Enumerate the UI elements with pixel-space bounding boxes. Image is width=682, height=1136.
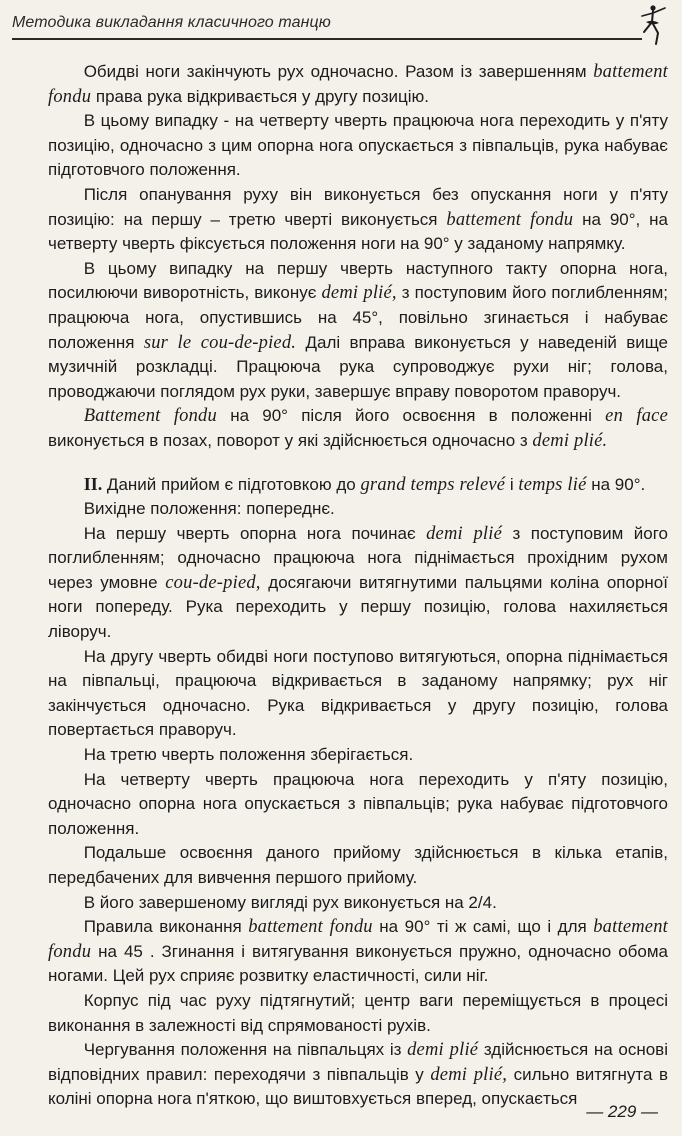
body-text: В його завершеному вигляді рух виконується на 2/4. (83, 892, 497, 912)
body-text: і (505, 474, 519, 494)
body-text: Корпус під час руху підтягнутий; центр ваги переміщується в процесі виконання в залежності від спрямованості рухів. (48, 990, 668, 1035)
body-text: з поступовим його поглибленням; працююча нога, опустившись на 45°, повільно згинається і набуває положення (48, 283, 669, 352)
term-text: battement fondu (446, 209, 574, 230)
body-text: На четверту чверть працююча нога переходить у п'яту позицію, одночасно опорна нога опускається з півпальців; рука набуває підготовчого положення. (48, 769, 668, 838)
page-header (0, 0, 682, 46)
body-text: На першу чверть опорна нога починає (83, 523, 427, 543)
page-body (48, 60, 668, 1112)
paragraph-p15 (48, 989, 668, 1038)
body-text: Після опанування руху він виконується без опускання ноги у п'яту позицію: на першу – третю чверті виконується (48, 184, 668, 229)
page-number: — 229 — (586, 1102, 658, 1121)
section-numeral: II. (83, 473, 103, 494)
body-text: на 45 . Згинання і витягування виконується пружно, одночасно обома ногами. Цей рух сприяє розвитку еластичності, сили ніг. (48, 941, 668, 986)
term-text: cou-de-pied, (165, 572, 261, 593)
body-text: на 90°, на четверту чверть фіксується положення ноги на 90° у заданому напрямку. (48, 209, 668, 254)
body-text: на 90° після його освоєння в положенні (216, 406, 606, 426)
body-text: права рука відкривається у другу позицію. (91, 86, 429, 106)
body-text: на 90° ті ж самі, що і для (372, 917, 594, 937)
body-text: на 90°. (586, 474, 646, 494)
term-text: battement fondu (248, 917, 373, 938)
paragraph-p1 (48, 60, 668, 109)
paragraph-p5 (48, 404, 668, 453)
body-text: Чергування положення на півпальцях із (83, 1040, 408, 1060)
ballerina-icon (634, 2, 668, 46)
body-text: виконується в позах, поворот у які здійснюється одночасно з (48, 430, 533, 450)
running-head-title: Методика викладання класичного танцю (12, 14, 331, 31)
term-text: demi plié, (321, 283, 397, 304)
paragraph-p6 (48, 472, 668, 498)
term-text: temps lié (518, 474, 587, 495)
term-text: demi plié, (430, 1064, 508, 1085)
body-text: В цьому випадку на першу чверть наступного такту опорна нога, посилюючи виворотність, виконує (48, 258, 668, 303)
body-text: Правила виконання (83, 917, 249, 937)
header-rule (12, 38, 642, 40)
paragraph-p12 (48, 841, 668, 890)
term-text: sur le cou-de-pied. (143, 332, 297, 353)
term-text: battement fondu (48, 62, 668, 107)
body-text: Обидві ноги закінчують рух одночасно. Разом із завершенням (83, 62, 594, 81)
paragraph-p7 (48, 497, 668, 522)
paragraph-p16 (48, 1038, 668, 1112)
body-text: досягаючи витягнутими пальцями коліна опорної ноги попереду. Рука переходить у першу позицію, голова нахиляється ліворуч. (48, 572, 668, 642)
paragraph-p14 (48, 915, 668, 989)
term-text: demi plié (426, 523, 502, 544)
paragraph-p10 (48, 743, 668, 768)
body-text: сильно витягнута в коліні опорна нога п'яткою, що виштовхується вперед, опускається (48, 1064, 668, 1109)
body-text: На третю чверть положення зберігається. (83, 745, 414, 765)
body-text: Далі вправа виконується у наведеній вище музичній розкладці. Працююча рука супроводжує рухи ніг; голова, проводжаючи поглядом рух руки, завершує вправу поворотом праворуч. (48, 332, 668, 401)
paragraph-p4 (48, 257, 668, 405)
body-text: Подальше освоєння даного прийому здійснюється в кілька етапів, передбачених для вивчення першого прийому. (48, 843, 668, 887)
term-text: battement fondu (48, 917, 668, 962)
paragraph-p2 (48, 109, 668, 183)
body-text: В цьому випадку - на четверту чверть працююча нога переходить у п'яту позицію, одночасно з цим опорна нога опускається з півпальців, рука набуває підготовчого положення. (48, 111, 668, 180)
body-text: здійснюється на основі відповідних правил: переходячи з півпальців у (48, 1040, 668, 1084)
body-text: з поступовим його поглибленням; одночасно працююча нога піднімається прохідним рухом через умовне (48, 523, 668, 592)
paragraph-p8 (48, 522, 668, 645)
paragraph-p9 (48, 645, 668, 743)
paragraph-p3 (48, 183, 668, 257)
term-text: Battement fondu (83, 406, 217, 427)
term-text: grand temps relevé (360, 474, 506, 495)
paragraph-p13 (48, 891, 668, 916)
term-text: demi plié. (532, 430, 608, 451)
term-text: demi plié (407, 1040, 479, 1061)
body-text: На другу чверть обидві ноги поступово витягуються, опорна піднімається на півпальці, працююча відкривається в заданому напрямку; рух ніг закінчується одночасно. Рука відкривається у другу позицію, голова повертається праворуч. (48, 646, 668, 740)
term-text: en face (605, 406, 668, 427)
body-text: Вихідне положення: попереднє. (83, 499, 335, 519)
body-text: Даний прийом є підготовкою до (102, 474, 361, 494)
paragraph-p11 (48, 768, 668, 842)
